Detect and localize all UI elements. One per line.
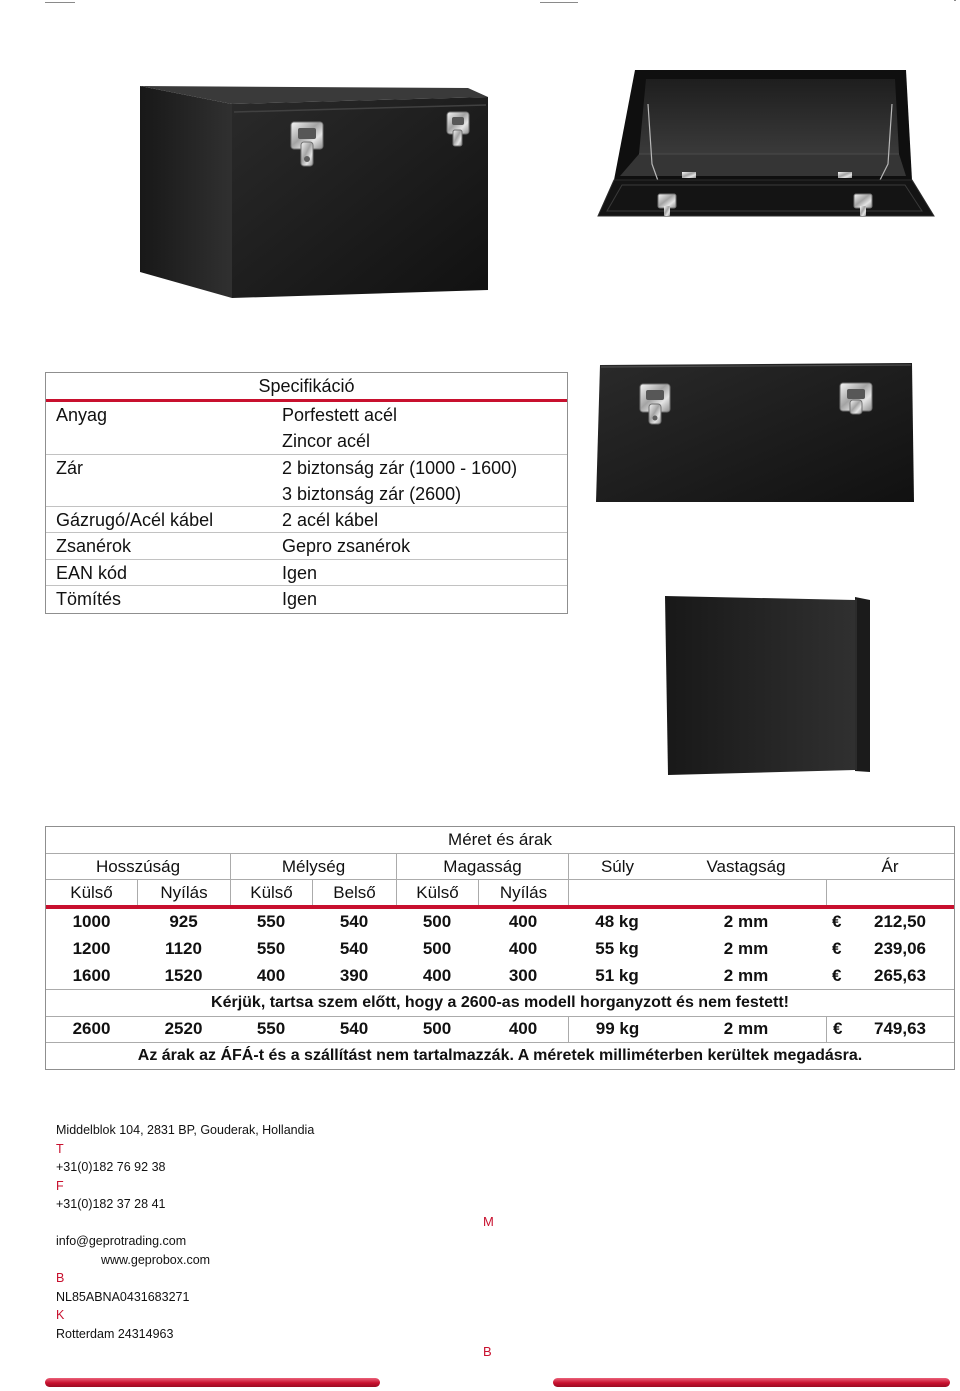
cell-length-opening: 925	[169, 912, 198, 932]
email-link[interactable]: info@geprotrading.com	[56, 1234, 187, 1248]
cell-depth-inner: 540	[339, 912, 369, 932]
cell-depth-inner: 390	[339, 965, 369, 985]
cell-length-opening: 1520	[164, 965, 203, 985]
bank-label: B	[56, 1271, 65, 1285]
cell-height-opening: 300	[508, 965, 538, 985]
spec-values-cell	[272, 507, 567, 533]
cell-depth-outer: 550	[230, 1016, 312, 1043]
subheader-empty	[568, 879, 666, 905]
company-address: Middelblok 104, 2831 BP, Gouderak, Hollandia	[56, 1123, 315, 1137]
spec-values-cell	[272, 455, 567, 508]
cell-height-opening: 400	[508, 938, 538, 958]
specification-table	[45, 372, 568, 614]
subheader-depth-outer: Külső	[230, 879, 312, 905]
subheader-height-opening: Nyílás	[478, 879, 568, 905]
cell-depth-outer: 550	[256, 912, 286, 932]
header-depth: Mélység	[230, 853, 396, 879]
header-thickness: Vastagság	[666, 853, 826, 879]
price-value: 265,63	[874, 965, 926, 985]
box-interior-wall	[639, 79, 899, 154]
spec-row-ean	[46, 560, 567, 586]
spec-values-cell	[272, 533, 567, 559]
footer-bar-right	[553, 1378, 950, 1387]
currency-symbol: €	[832, 938, 842, 958]
spec-value: Porfestett acél	[282, 405, 398, 425]
cell-length-opening: 1120	[165, 938, 202, 958]
cell-height-opening: 400	[508, 912, 538, 932]
header-mark	[45, 2, 75, 3]
cell-depth-inner: 540	[312, 1016, 396, 1043]
price-value: 239,06	[874, 938, 926, 958]
cell-length-outer: 1200	[72, 938, 111, 958]
fax-label: F	[56, 1178, 64, 1193]
cell-length-opening: 2520	[137, 1016, 230, 1043]
cell-height-outer: 500	[396, 1016, 478, 1043]
product-photo-open-box	[596, 66, 936, 234]
spec-values-cell	[272, 586, 567, 612]
subheader-length-outer: Külső	[46, 879, 137, 905]
spec-table-title: Specifikáció	[258, 376, 355, 396]
subheader-empty	[666, 879, 826, 905]
cell-depth-outer: 400	[256, 965, 286, 985]
cell-weight: 51 kg	[595, 965, 639, 985]
spec-value: 2 biztonság zár (1000 - 1600)	[282, 457, 518, 478]
spec-label: Zsanérok	[56, 536, 132, 557]
cell-thickness: 2 mm	[723, 938, 769, 958]
phone-label: T	[56, 1141, 64, 1156]
spec-label: Zár	[56, 457, 83, 478]
spec-label: Gázrugó/Acél kábel	[56, 510, 214, 531]
cell-height-outer: 500	[422, 938, 452, 958]
galvanized-model-note: Kérjük, tartsa szem előtt, hogy a 2600-as modell horganyzott és nem festett!	[46, 989, 954, 1016]
side-label: M	[483, 1214, 494, 1229]
cell-height-outer: 500	[422, 912, 452, 932]
spec-row-gas-strut	[46, 507, 567, 533]
product-photo-closed-box	[138, 84, 490, 300]
cell-thickness: 2 mm	[723, 965, 769, 985]
subheader-height-outer: Külső	[396, 879, 478, 905]
spec-values-cell	[272, 560, 567, 586]
cell-depth-inner: 540	[339, 938, 369, 958]
spec-value: Zincor acél	[282, 431, 371, 452]
cell-price	[826, 909, 954, 936]
spec-row-material	[46, 402, 567, 455]
spec-row-seal	[46, 586, 567, 612]
cell-weight: 99 kg	[568, 1016, 666, 1043]
cell-weight: 55 kg	[595, 938, 639, 958]
spec-values-cell	[272, 402, 567, 455]
cell-thickness: 2 mm	[723, 912, 769, 932]
cell-length-outer: 2600	[46, 1016, 137, 1043]
bank-account: NL85ABNA0431683271	[56, 1289, 190, 1304]
currency-symbol: €	[832, 912, 842, 932]
registry-number: Rotterdam 24314963	[56, 1326, 174, 1341]
header-height: Magasság	[396, 853, 568, 879]
subheader-empty	[826, 879, 954, 905]
cell-height-outer: 400	[422, 965, 452, 985]
currency-symbol: €	[833, 1019, 843, 1039]
subheader-depth-inner: Belső	[312, 879, 396, 905]
website-link[interactable]: www.geprobox.com	[101, 1252, 211, 1267]
spec-label: Anyag	[56, 405, 108, 425]
spec-value: Gepro zsanérok	[282, 536, 411, 557]
spec-label: Tömítés	[56, 589, 122, 610]
hinge	[682, 172, 696, 178]
product-photo-front-view	[594, 362, 916, 503]
box-side-face	[665, 596, 855, 775]
spec-row-hinges	[46, 533, 567, 559]
cell-length-outer: 1600	[72, 965, 111, 985]
spec-row-lock	[46, 455, 567, 508]
box-side-face	[140, 86, 232, 298]
header-length: Hosszúság	[46, 853, 230, 879]
spec-value: 3 biztonság zár (2600)	[282, 483, 462, 504]
currency-symbol: €	[832, 965, 842, 985]
fax-number: +31(0)182 37 28 41	[56, 1197, 166, 1211]
subheader-length-opening: Nyílás	[137, 879, 230, 905]
hinge	[838, 172, 852, 178]
latch	[840, 383, 872, 414]
price-value: 749,63	[874, 1019, 926, 1039]
cell-weight: 48 kg	[595, 912, 639, 932]
header-price: Ár	[826, 853, 954, 879]
company-contact-block	[56, 1121, 314, 1343]
cell-length-outer: 1000	[72, 912, 111, 932]
cell-depth-outer: 550	[256, 938, 286, 958]
box-lid-edge	[855, 597, 870, 772]
spec-label: EAN kód	[56, 562, 128, 583]
header-weight: Súly	[568, 853, 666, 879]
product-photo-side-view	[664, 594, 871, 776]
phone-number: +31(0)182 76 92 38	[56, 1160, 166, 1174]
cell-thickness: 2 mm	[666, 1016, 826, 1043]
side-label: B	[483, 1344, 492, 1359]
registry-label: K	[56, 1308, 65, 1322]
spec-value: Igen	[282, 562, 318, 583]
cell-price	[826, 936, 954, 963]
price-table-title: Méret és árak	[448, 830, 552, 849]
spec-value: 2 acél kábel	[282, 510, 379, 531]
cell-height-opening: 400	[478, 1016, 568, 1043]
cell-price	[826, 1016, 954, 1043]
header-mark	[954, 0, 956, 1]
spec-value: Igen	[282, 589, 318, 610]
size-and-price-table	[45, 826, 955, 1070]
price-value: 212,50	[874, 912, 926, 932]
spacer	[56, 1214, 314, 1233]
box-interior-floor	[620, 154, 906, 176]
header-mark	[540, 2, 578, 3]
cell-price	[826, 962, 954, 989]
price-footnote: Az árak az ÁFÁ-t és a szállítást nem tartalmazzák. A méretek milliméterben kerültek megadásra.	[46, 1042, 954, 1069]
footer-bar-left	[45, 1378, 380, 1387]
